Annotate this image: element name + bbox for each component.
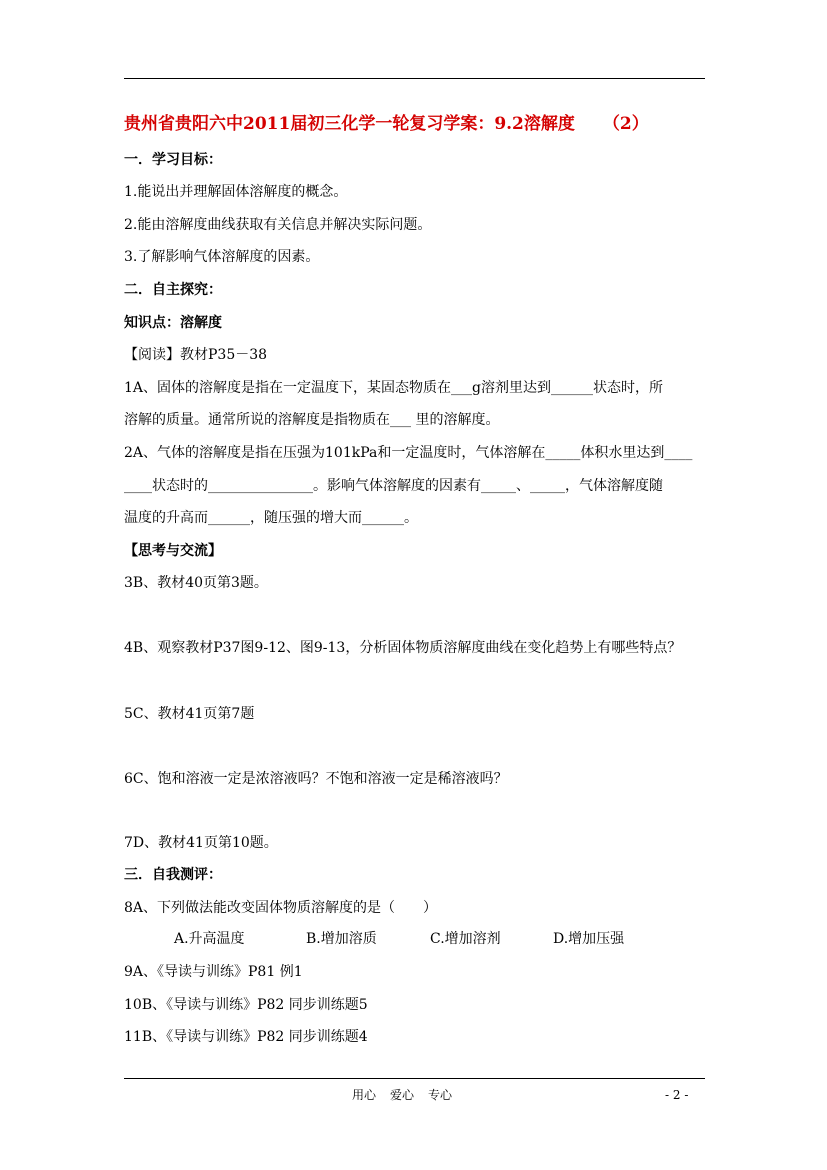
question-11: 11B、《导读与训练》P82 同步训练题4 [124,1029,368,1045]
motto-2: 爱心 [390,1088,415,1102]
header-rule [124,78,705,79]
question-8: 8A、下列做法能改变固体物质溶解度的是（ ） [124,900,438,916]
title-main: 贵州省贵阳六中2011届初三化学一轮复习学案：9.2溶解度 [124,114,575,134]
question-7: 7D、教材41页第10题。 [124,835,278,851]
question-2-line-2: ____状态时的_______________。影响气体溶解度的因素有_____、_____，气体溶解度随 [124,478,663,494]
motto-3: 专心 [428,1088,453,1102]
goal-2: 2.能由溶解度曲线获取有关信息并解决实际问题。 [124,217,432,233]
question-1-line-2: 溶解的质量。通常所说的溶解度是指物质在___ 里的溶解度。 [124,412,500,428]
option-c: C.增加溶剂 [430,931,501,947]
option-b: B.增加溶质 [306,931,377,947]
page-title [124,113,649,135]
goals-heading: 一．学习目标： [124,152,222,168]
test-heading: 三．自我测评： [124,867,222,883]
footer-rule [124,1078,705,1079]
title-suffix: （2） [602,114,649,134]
goal-3: 3.了解影响气体溶解度的因素。 [124,249,320,265]
question-2-line-3: 温度的升高而______，随压强的增大而______。 [124,510,418,526]
motto-1: 用心 [352,1088,377,1102]
question-3: 3B、教材40页第3题。 [124,575,268,591]
think-heading: 【思考与交流】 [124,543,222,559]
question-10: 10B、《导读与训练》P82 同步训练题5 [124,997,368,1013]
option-d: D.增加压强 [553,931,625,947]
question-4: 4B、观察教材P37图9-12、图9-13，分析固体物质溶解度曲线在变化趋势上有哪些特点？ [124,640,682,656]
knowledge-point: 知识点：溶解度 [124,315,222,331]
reading-note: 【阅读】教材P35－38 [124,347,268,363]
question-6: 6C、饱和溶液一定是浓溶液吗？不饱和溶液一定是稀溶液吗？ [124,771,508,787]
explore-heading: 二．自主探究： [124,282,222,298]
footer-motto [352,1087,466,1103]
question-5: 5C、教材41页第7题 [124,706,255,722]
page-number: - 2 - [665,1088,689,1102]
question-2-line-1: 2A、气体的溶解度是指在压强为101kPa和一定温度时，气体溶解在_____体积水里达到____ [124,445,693,461]
question-1-line-1: 1A、固体的溶解度是指在一定温度下，某固态物质在___g溶剂里达到______状态时，所 [124,380,663,396]
question-9: 9A、《导读与训练》P81 例1 [124,964,303,980]
goal-1: 1.能说出并理解固体溶解度的概念。 [124,184,348,200]
option-a: A.升高温度 [174,931,245,947]
